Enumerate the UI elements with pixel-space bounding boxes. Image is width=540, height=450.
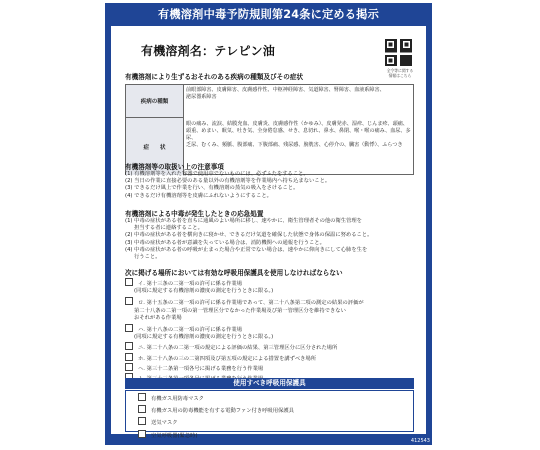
qr-note-line: 情報はこちら — [388, 73, 412, 78]
symptom-cell: 眼の痛み、流涙、結膜充血、皮膚炎、皮膚感作性（かゆみ）、皮膚発赤、湿疹、じんま疹、頭痛、 頭重、めまい、眠気、吐き気、全身倦怠感、せき、息切れ、鼻水、鼻閉、喉・喉の痛み、血尿、多尿、 乏尿、むくみ、頻脈、腹部痛、下腹部痛、残尿感、膀胱害、心停介の、臓害（動悸）、ふらつき — [186, 121, 411, 148]
handling-list — [125, 171, 330, 200]
list-item: 担当する者に連絡すること。 — [134, 225, 203, 232]
place-item: イ. 第十三条の二第一項の許可に係る作業場 — [125, 278, 364, 288]
checkbox[interactable] — [125, 297, 133, 305]
checkbox[interactable] — [125, 278, 133, 286]
symptom-header: 症 状 — [126, 118, 184, 175]
checkbox[interactable] — [138, 430, 146, 438]
list-item: (4) 中毒の症状がある者の呼吸が止まった場合や正常でない場合は、速やかに仰向きにして心肺を生を — [125, 246, 368, 253]
emergency-list — [125, 218, 372, 261]
place-item: ホ. 第二十八条の三の二第四項及び第五項の規定による措置を講ずべき場所 — [125, 353, 364, 363]
list-item: 行うこと。 — [134, 254, 161, 261]
checkbox[interactable] — [125, 342, 133, 350]
place-item: ニ. 第二十八条の二第一項の規定による評価の結果、第三管理区分に区分された場所 — [125, 342, 364, 352]
places-list — [125, 278, 364, 383]
checkbox[interactable] — [125, 363, 133, 371]
checkbox[interactable] — [138, 393, 146, 401]
sign-panel — [111, 26, 426, 439]
sign-title: 有機溶剤中毒予防規則第24条に定める掲示 — [158, 8, 379, 21]
place-note: おそれがある作業場 — [134, 314, 182, 321]
list-item: (3) できるだけ風上で作業を行い、有機溶剤の蒸気の吸入をさけること。 — [125, 185, 299, 192]
product-code: 412543 — [410, 438, 430, 444]
equipment-item: 空気呼吸器(緊急時) — [138, 430, 294, 440]
equipment-item: 有機ガス用の防毒機能を有する電動ファン付き呼吸用保護具 — [138, 405, 294, 415]
place-item: ロ. 第十五条の二第一項の許可に係る作業場であって、第二十八条第二項の測定の結果の評価が — [125, 297, 364, 307]
place-note: 第二十八条の二第一項の第一管理区分でなかった作業場及び第一管理区分を維持できない — [134, 307, 346, 314]
handling-heading: 有機溶剤等の取扱い上の注意事項 — [125, 163, 224, 171]
qr-note-line: 全令等に関する — [386, 68, 414, 73]
checkbox[interactable] — [138, 417, 146, 425]
qr-code-icon — [385, 39, 412, 66]
solvent-name: 有機溶剤名：テレピン油 — [141, 44, 275, 58]
list-item: (4) できるだけ有機溶剤等を皮膚にふれないようにすること。 — [125, 192, 272, 199]
diseases-heading: 有機溶剤により生ずるおそれのある疾病の種類及びその症状 — [125, 73, 304, 81]
list-item: (1) 有機溶剤等を入れた容器で使用中でないものには、必ずふたをすること。 — [125, 171, 309, 177]
list-item: (3) 中毒の症状がある者が意識を失っている場合は、消防機関への通報を行うこと。 — [125, 239, 325, 246]
emergency-heading: 有機溶剤による中毒が発生したときの応急処置 — [125, 210, 264, 218]
disease-type-header: 疾病の種類 — [126, 85, 184, 118]
checkbox[interactable] — [125, 353, 133, 361]
equipment-item: 有機ガス用防毒マスク — [138, 393, 294, 403]
equipment-item: 送気マスク — [138, 417, 294, 427]
places-heading: 次に掲げる場所においては有効な呼吸用保護具を使用しなければならない — [125, 269, 343, 277]
qr-note — [383, 68, 417, 78]
checkbox[interactable] — [125, 324, 133, 332]
list-item: (2) 中毒の症状がある者を横向きに寝かせ、できるだけ気道を確保した状態で身体の保温に努めること。 — [125, 232, 373, 239]
place-item: ヘ. 第三十二条第一項各号に掲げる業務を行う作業場 — [125, 363, 364, 373]
place-note: (同項に規定する有機溶剤の濃度の測定を行うときに限る。) — [134, 334, 274, 341]
disease-type-cell: 前眼部障害、皮膚障害、皮膚感作性、中枢神経障害、気道障害、腎障害、血液系障害、 泌尿器系障害 — [186, 87, 385, 100]
list-item: (2) 当日の作業に直接必要のある量以外の有機溶剤等を作業場内へ持ち込まないこと。 — [125, 178, 331, 185]
list-item: (1) 中毒の症状がある者を直ちに通風のよい場所に移し、速やかに、衛生管理者その他の衛生管理を — [125, 218, 362, 224]
checkbox[interactable] — [138, 405, 146, 413]
equipment-heading: 使用すべき呼吸用保護具 — [125, 378, 414, 389]
place-note: (同項に規定する有機溶剤の濃度の測定を行うときに限る。) — [134, 288, 274, 295]
place-item: ハ. 第十八条の二第一項の許可に係る作業場 — [125, 324, 364, 334]
equipment-list — [125, 390, 414, 439]
notice-sign — [105, 3, 432, 445]
